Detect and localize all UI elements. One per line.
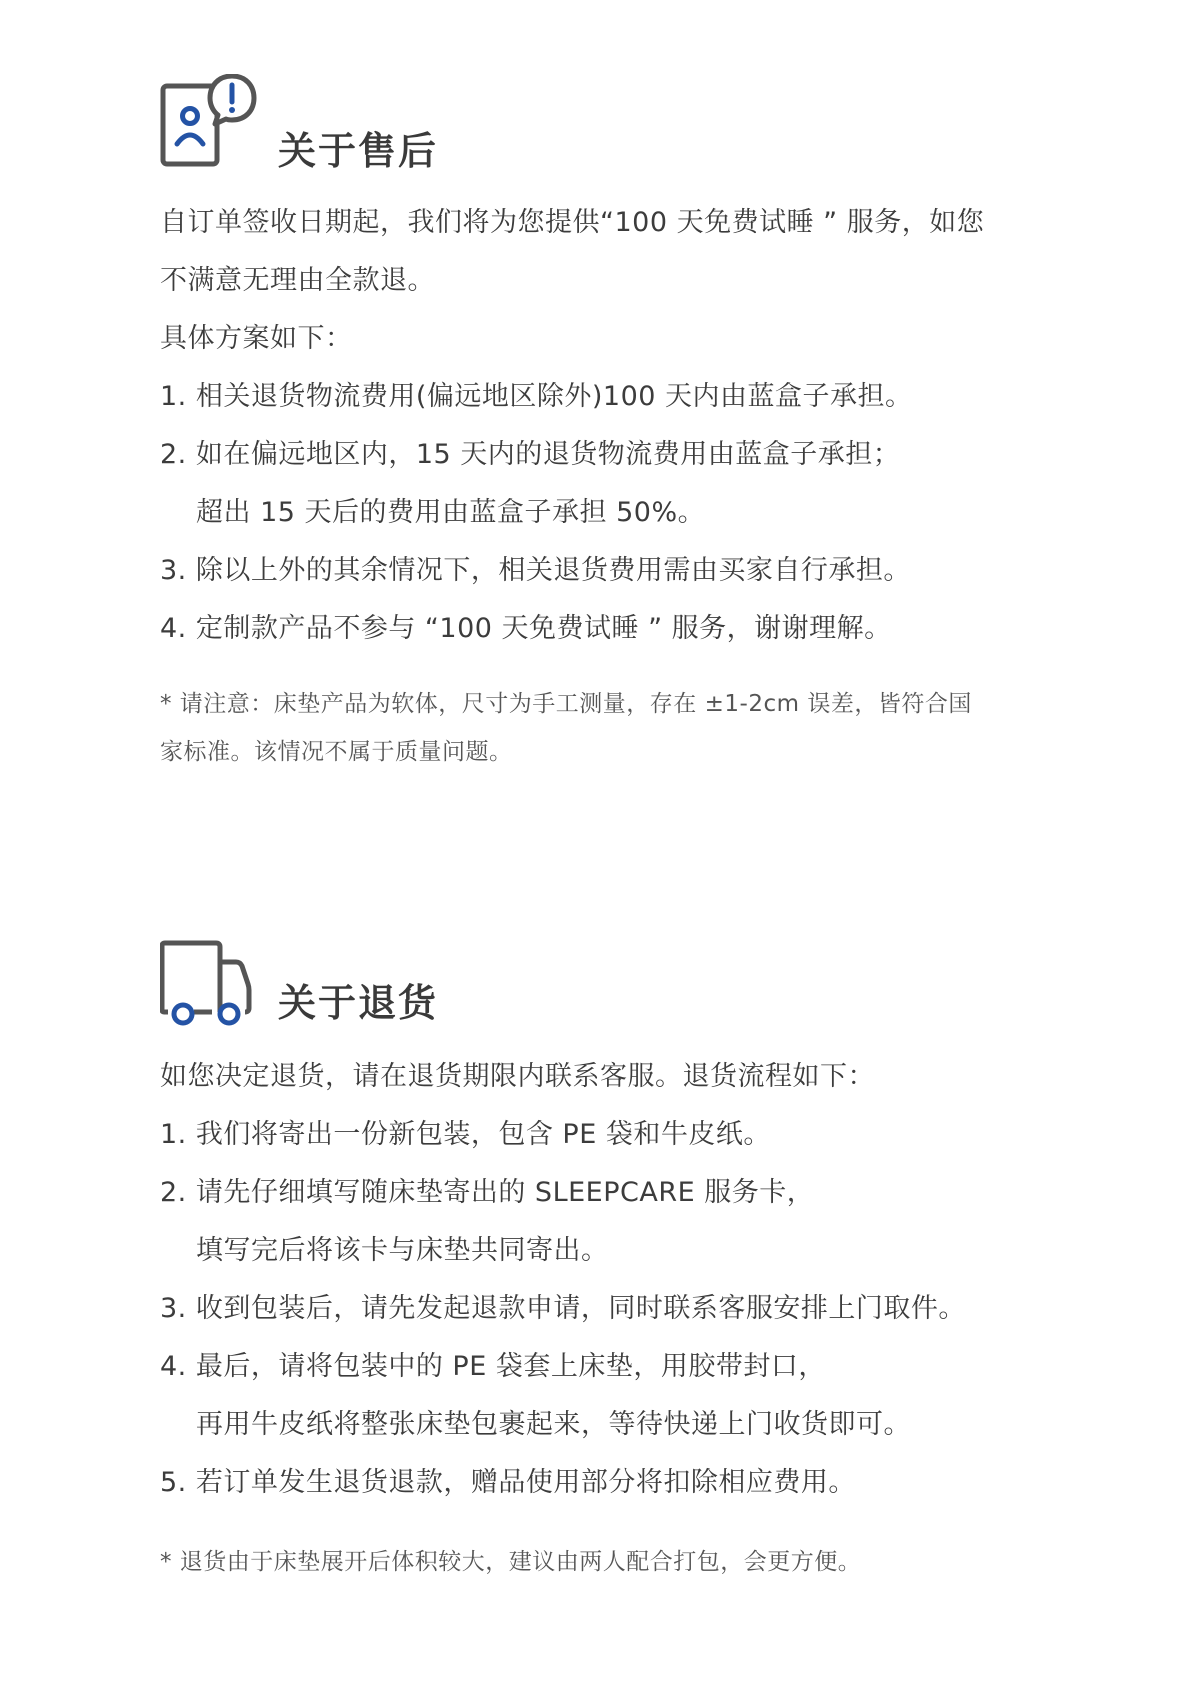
returns-body <box>160 1048 1060 1512</box>
after-sales-item-3: 3. 除以上外的其余情况下，相关退货费用需由买家自行承担。 <box>160 555 911 586</box>
returns-intro: 如您决定退货，请在退货期限内联系客服。退货流程如下： <box>160 1061 875 1092</box>
after-sales-title: 关于售后 <box>278 129 439 173</box>
returns-step-3: 3. 收到包装后，请先发起退款申请，同时联系客服安排上门取件。 <box>160 1293 966 1324</box>
returns-step-2: 2. 请先仔细填写随床垫寄出的 SLEEPCARE 服务卡， <box>160 1177 815 1208</box>
returns-step-4-cont: 再用牛皮纸将整张床垫包裹起来，等待快递上门收货即可。 <box>196 1409 911 1440</box>
after-sales-header <box>160 74 1060 178</box>
after-sales-body <box>160 194 1060 658</box>
after-sales-intro-line-2: 不满意无理由全款退。 <box>160 265 435 296</box>
returns-header <box>160 940 1060 1032</box>
returns-note <box>160 1538 1060 1586</box>
after-sales-note-line-2: 家标准。该情况不属于质量问题。 <box>160 739 513 765</box>
after-sales-intro-line-1: 自订单签收日期起，我们将为您提供“100 天免费试睡 ” 服务，如您 <box>160 207 985 238</box>
returns-title: 关于退货 <box>278 981 439 1025</box>
after-sales-plan-heading: 具体方案如下： <box>160 323 353 354</box>
returns-step-5: 5. 若订单发生退货退款，赠品使用部分将扣除相应费用。 <box>160 1467 856 1498</box>
returns-note-line: * 退货由于床垫展开后体积较大，建议由两人配合打包，会更方便。 <box>160 1549 862 1575</box>
after-sales-note-line-1: * 请注意：床垫产品为软体，尺寸为手工测量，存在 ±1-2cm 误差，皆符合国 <box>160 691 972 717</box>
returns-section <box>160 940 1060 1586</box>
phone-profile-alert-icon <box>160 74 260 174</box>
after-sales-item-1: 1. 相关退货物流费用(偏远地区除外)100 天内由蓝盒子承担。 <box>160 381 913 412</box>
after-sales-item-2-cont: 超出 15 天后的费用由蓝盒子承担 50%。 <box>196 497 706 528</box>
delivery-truck-icon <box>160 940 260 1034</box>
returns-step-4: 4. 最后，请将包装中的 PE 袋套上床垫，用胶带封口， <box>160 1351 826 1382</box>
returns-step-1: 1. 我们将寄出一份新包装，包含 PE 袋和牛皮纸。 <box>160 1119 771 1150</box>
after-sales-item-2: 2. 如在偏远地区内，15 天内的退货物流费用由蓝盒子承担； <box>160 439 901 470</box>
after-sales-note <box>160 680 1060 776</box>
after-sales-section <box>160 74 1060 776</box>
returns-step-2-cont: 填写完后将该卡与床垫共同寄出。 <box>196 1235 609 1266</box>
after-sales-item-4: 4. 定制款产品不参与 “100 天免费试睡 ” 服务，谢谢理解。 <box>160 613 892 644</box>
